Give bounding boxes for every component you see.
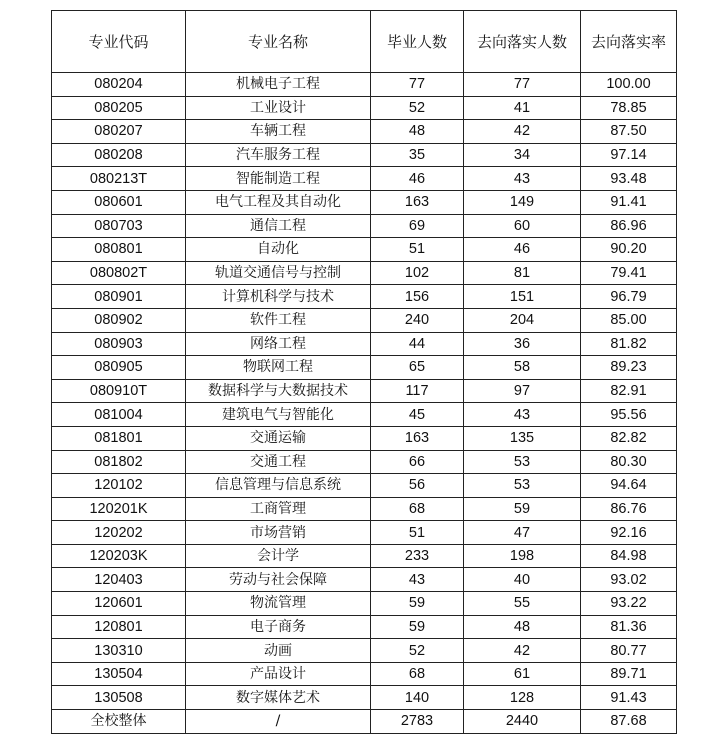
- cell-major-code: 120801: [52, 615, 186, 639]
- cell-major-name: 数据科学与大数据技术: [186, 379, 371, 403]
- cell-major-code: 080205: [52, 96, 186, 120]
- table-row: [52, 96, 677, 120]
- cell-placed: 53: [464, 474, 581, 498]
- cell-graduates: 68: [371, 662, 464, 686]
- table-row: [52, 261, 677, 285]
- cell-graduates: 233: [371, 544, 464, 568]
- cell-graduates: 43: [371, 568, 464, 592]
- cell-major-name: 电气工程及其自动化: [186, 190, 371, 214]
- cell-major-code: 130310: [52, 639, 186, 663]
- table-row: [52, 167, 677, 191]
- cell-placement-rate: 89.71: [581, 662, 677, 686]
- cell-major-name: 工商管理: [186, 497, 371, 521]
- cell-major-name: 建筑电气与智能化: [186, 403, 371, 427]
- cell-placed: 43: [464, 167, 581, 191]
- table-row: [52, 544, 677, 568]
- cell-graduates: 140: [371, 686, 464, 710]
- cell-major-name: 车辆工程: [186, 120, 371, 144]
- cell-major-name: 物流管理: [186, 592, 371, 616]
- table-row: [52, 190, 677, 214]
- cell-major-name: 机械电子工程: [186, 73, 371, 97]
- table-row: [52, 521, 677, 545]
- cell-placement-rate: 78.85: [581, 96, 677, 120]
- cell-placed: 36: [464, 332, 581, 356]
- cell-placed: 77: [464, 73, 581, 97]
- cell-graduates: 52: [371, 96, 464, 120]
- cell-placement-rate: 90.20: [581, 238, 677, 262]
- table-row: [52, 379, 677, 403]
- cell-major-name: 汽车服务工程: [186, 143, 371, 167]
- cell-placed: 58: [464, 356, 581, 380]
- cell-major-name: 网络工程: [186, 332, 371, 356]
- cell-major-code: 081802: [52, 450, 186, 474]
- header-graduates: 毕业人数: [371, 11, 464, 73]
- cell-placed: 97: [464, 379, 581, 403]
- table-row: [52, 662, 677, 686]
- cell-placement-rate: 97.14: [581, 143, 677, 167]
- cell-major-code: 080901: [52, 285, 186, 309]
- table-row: [52, 238, 677, 262]
- cell-placement-rate: 80.30: [581, 450, 677, 474]
- cell-major-name: 会计学: [186, 544, 371, 568]
- header-major-name: 专业名称: [186, 11, 371, 73]
- table-row: [52, 73, 677, 97]
- cell-graduates: 2783: [371, 710, 464, 734]
- cell-placed: 40: [464, 568, 581, 592]
- table-row: [52, 686, 677, 710]
- table-body: [52, 73, 677, 734]
- cell-graduates: 52: [371, 639, 464, 663]
- cell-placement-rate: 80.77: [581, 639, 677, 663]
- cell-placed: 48: [464, 615, 581, 639]
- cell-placement-rate: 93.02: [581, 568, 677, 592]
- cell-placed: 81: [464, 261, 581, 285]
- cell-major-name: 自动化: [186, 238, 371, 262]
- table-row: [52, 615, 677, 639]
- cell-major-name: 电子商务: [186, 615, 371, 639]
- cell-graduates: 59: [371, 615, 464, 639]
- cell-placed: 46: [464, 238, 581, 262]
- total-row: [52, 710, 677, 734]
- cell-major-code: 120203K: [52, 544, 186, 568]
- cell-placement-rate: 85.00: [581, 308, 677, 332]
- cell-placement-rate: 86.76: [581, 497, 677, 521]
- cell-graduates: 51: [371, 521, 464, 545]
- table-row: [52, 120, 677, 144]
- cell-placement-rate: 81.36: [581, 615, 677, 639]
- cell-graduates: 44: [371, 332, 464, 356]
- cell-major-code: 080703: [52, 214, 186, 238]
- cell-placement-rate: 82.82: [581, 426, 677, 450]
- cell-graduates: 102: [371, 261, 464, 285]
- cell-graduates: 45: [371, 403, 464, 427]
- cell-major-name: /: [186, 710, 371, 734]
- cell-graduates: 163: [371, 426, 464, 450]
- cell-major-code: 080903: [52, 332, 186, 356]
- table-row: [52, 332, 677, 356]
- cell-major-code: 120201K: [52, 497, 186, 521]
- cell-graduates: 240: [371, 308, 464, 332]
- cell-placement-rate: 100.00: [581, 73, 677, 97]
- cell-major-code: 120202: [52, 521, 186, 545]
- cell-major-name: 工业设计: [186, 96, 371, 120]
- cell-major-name: 轨道交通信号与控制: [186, 261, 371, 285]
- cell-major-code: 120403: [52, 568, 186, 592]
- header-placement-rate: 去向落实率: [581, 11, 677, 73]
- cell-major-code: 080905: [52, 356, 186, 380]
- cell-major-code: 080802T: [52, 261, 186, 285]
- cell-graduates: 68: [371, 497, 464, 521]
- cell-placed: 60: [464, 214, 581, 238]
- cell-placed: 55: [464, 592, 581, 616]
- cell-graduates: 48: [371, 120, 464, 144]
- cell-placed: 151: [464, 285, 581, 309]
- table-row: [52, 639, 677, 663]
- cell-major-code: 080213T: [52, 167, 186, 191]
- table-row: [52, 285, 677, 309]
- cell-graduates: 77: [371, 73, 464, 97]
- cell-major-name: 动画: [186, 639, 371, 663]
- cell-placement-rate: 89.23: [581, 356, 677, 380]
- cell-major-code: 080204: [52, 73, 186, 97]
- cell-major-code: 080801: [52, 238, 186, 262]
- cell-graduates: 163: [371, 190, 464, 214]
- cell-placement-rate: 92.16: [581, 521, 677, 545]
- cell-placement-rate: 95.56: [581, 403, 677, 427]
- table-row: [52, 450, 677, 474]
- cell-major-code: 080601: [52, 190, 186, 214]
- table-row: [52, 143, 677, 167]
- cell-placed: 34: [464, 143, 581, 167]
- cell-major-name: 智能制造工程: [186, 167, 371, 191]
- cell-major-code: 130504: [52, 662, 186, 686]
- cell-placement-rate: 91.41: [581, 190, 677, 214]
- cell-placed: 41: [464, 96, 581, 120]
- cell-graduates: 65: [371, 356, 464, 380]
- cell-placement-rate: 91.43: [581, 686, 677, 710]
- header-row: [52, 11, 677, 73]
- cell-placement-rate: 93.48: [581, 167, 677, 191]
- cell-major-code: 080207: [52, 120, 186, 144]
- cell-placement-rate: 87.68: [581, 710, 677, 734]
- cell-major-code: 080910T: [52, 379, 186, 403]
- cell-major-name: 信息管理与信息系统: [186, 474, 371, 498]
- cell-major-name: 市场营销: [186, 521, 371, 545]
- cell-graduates: 69: [371, 214, 464, 238]
- cell-graduates: 66: [371, 450, 464, 474]
- cell-placed: 53: [464, 450, 581, 474]
- cell-placement-rate: 79.41: [581, 261, 677, 285]
- table-row: [52, 356, 677, 380]
- cell-major-code: 081801: [52, 426, 186, 450]
- cell-graduates: 51: [371, 238, 464, 262]
- table-row: [52, 403, 677, 427]
- cell-placed: 42: [464, 639, 581, 663]
- cell-placed: 135: [464, 426, 581, 450]
- cell-placement-rate: 94.64: [581, 474, 677, 498]
- cell-major-code: 全校整体: [52, 710, 186, 734]
- cell-graduates: 59: [371, 592, 464, 616]
- cell-major-name: 数字媒体艺术: [186, 686, 371, 710]
- cell-graduates: 156: [371, 285, 464, 309]
- cell-placed: 204: [464, 308, 581, 332]
- cell-major-name: 交通工程: [186, 450, 371, 474]
- cell-placed: 128: [464, 686, 581, 710]
- cell-placed: 2440: [464, 710, 581, 734]
- cell-placed: 61: [464, 662, 581, 686]
- table-row: [52, 497, 677, 521]
- cell-major-name: 物联网工程: [186, 356, 371, 380]
- cell-major-name: 计算机科学与技术: [186, 285, 371, 309]
- cell-placement-rate: 81.82: [581, 332, 677, 356]
- cell-major-code: 081004: [52, 403, 186, 427]
- table-row: [52, 308, 677, 332]
- employment-rate-table: [51, 10, 677, 734]
- cell-placement-rate: 84.98: [581, 544, 677, 568]
- cell-graduates: 35: [371, 143, 464, 167]
- cell-placement-rate: 93.22: [581, 592, 677, 616]
- cell-major-code: 120601: [52, 592, 186, 616]
- table-row: [52, 214, 677, 238]
- cell-placed: 149: [464, 190, 581, 214]
- header-placed: 去向落实人数: [464, 11, 581, 73]
- cell-placement-rate: 96.79: [581, 285, 677, 309]
- cell-graduates: 46: [371, 167, 464, 191]
- cell-placement-rate: 87.50: [581, 120, 677, 144]
- table-row: [52, 592, 677, 616]
- cell-major-code: 080902: [52, 308, 186, 332]
- cell-major-name: 产品设计: [186, 662, 371, 686]
- cell-major-code: 080208: [52, 143, 186, 167]
- cell-major-code: 120102: [52, 474, 186, 498]
- cell-placement-rate: 86.96: [581, 214, 677, 238]
- cell-major-name: 通信工程: [186, 214, 371, 238]
- table-row: [52, 426, 677, 450]
- cell-placed: 47: [464, 521, 581, 545]
- cell-placed: 59: [464, 497, 581, 521]
- cell-graduates: 56: [371, 474, 464, 498]
- cell-major-name: 软件工程: [186, 308, 371, 332]
- header-major-code: 专业代码: [52, 11, 186, 73]
- cell-placed: 43: [464, 403, 581, 427]
- cell-major-name: 劳动与社会保障: [186, 568, 371, 592]
- table-row: [52, 568, 677, 592]
- cell-placement-rate: 82.91: [581, 379, 677, 403]
- cell-placed: 198: [464, 544, 581, 568]
- cell-placed: 42: [464, 120, 581, 144]
- cell-graduates: 117: [371, 379, 464, 403]
- table-row: [52, 474, 677, 498]
- cell-major-code: 130508: [52, 686, 186, 710]
- cell-major-name: 交通运输: [186, 426, 371, 450]
